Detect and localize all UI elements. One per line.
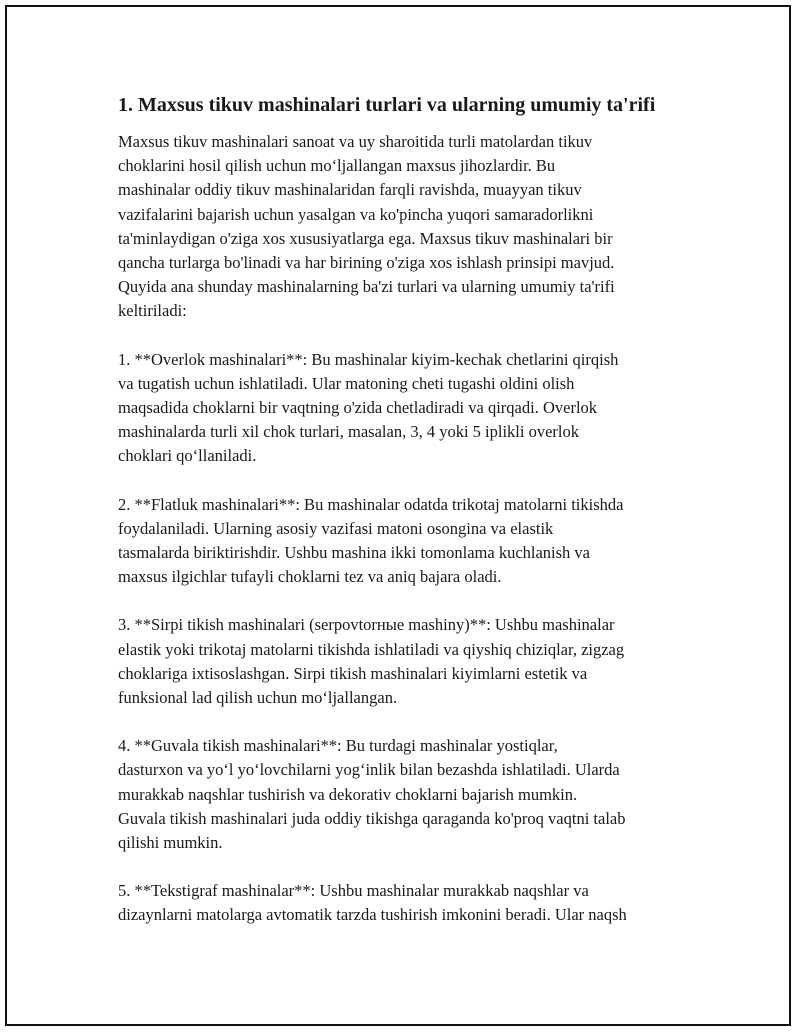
paragraph-sirpi: [118, 613, 698, 710]
text-line: choklariga ixtisoslashgan. Sirpi tikish mashinalari kiyimlarni estetik va: [118, 663, 588, 683]
text-line: murakkab naqshlar tushirish va dekorativ choklarni bajarish mumkin.: [118, 784, 578, 804]
text-line: Maxsus tikuv mashinalari sanoat va uy sharoitida turli matolardan tikuv: [118, 132, 593, 151]
text-line: qilishi mumkin.: [118, 833, 223, 853]
section-heading: 1. Maxsus tikuv mashinalari turlari va ularning umumiy ta'rifi: [118, 94, 656, 116]
text-line: 5. **Tekstigraf mashinalar**: Ushbu mashinalar murakkab naqshlar va: [118, 881, 589, 901]
text-line: 4. **Guvala tikish mashinalari**: Bu turdagi mashinalar yostiqlar,: [118, 736, 558, 756]
text-line: 1. **Overlok mashinalari**: Bu mashinalar kiyim-kechak chetlarini qirqish: [118, 349, 619, 369]
text-line: dizaynlarni matolarga avtomatik tarzda tushirish imkonini beradi. Ular naqsh: [118, 905, 627, 925]
paragraph-flatluk: [118, 493, 698, 590]
text-line: 3. **Sirpi tikish mashinalari (serpovtorные mashiny)**: Ushbu mashinalar: [118, 615, 615, 635]
text-line: funksional lad qilish uchun moʻljallangan.: [118, 688, 398, 708]
paragraph-tekstigraf: [118, 879, 698, 927]
paragraph-guvala: [118, 734, 698, 855]
text-line: Quyida ana shunday mashinalarning ba'zi turlari va ularning umumiy ta'rifi: [118, 277, 615, 297]
text-line: maqsadida choklarni bir vaqtning o'zida chetladiradi va qirqadi. Overlok: [118, 398, 598, 418]
text-line: foydalaniladi. Ularning asosiy vazifasi matoni osongina va elastik: [118, 518, 554, 538]
text-line: elastik yoki trikotaj matolarni tikishda ishlatiladi va qiyshiq chiziqlar, zigzag: [118, 639, 625, 659]
text-line: mashinalar oddiy tikuv mashinalaridan farqli ravishda, muayyan tikuv: [118, 180, 582, 200]
paragraph-intro: [118, 130, 698, 324]
paragraph-overlok: [118, 348, 698, 469]
text-line: maxsus ilgichlar tufayli choklarni tez va aniq bajara oladi.: [118, 567, 502, 587]
text-line: dasturxon va yoʻl yoʻlovchilarni yogʻinlik bilan bezashda ishlatiladi. Ularda: [118, 760, 620, 780]
text-line: vazifalarini bajarish uchun yasalgan va ko'pincha yuqori samaradorlikni: [118, 204, 594, 224]
text-line: choklarini hosil qilish uchun moʻljallangan maxsus jihozlardir. Bu: [118, 156, 556, 176]
text-line: qancha turlarga bo'linadi va har birining o'ziga xos ishlash prinsipi mavjud.: [118, 253, 615, 273]
document-body: [118, 92, 698, 952]
text-line: Guvala tikish mashinalari juda oddiy tikishga qaraganda ko'proq vaqtni talab: [118, 808, 626, 828]
text-line: tasmalarda biriktirishdir. Ushbu mashina ikki tomonlama kuchlanish va: [118, 543, 590, 563]
text-line: va tugatish uchun ishlatiladi. Ular matoning cheti tugashi oldini olish: [118, 373, 575, 393]
text-line: ta'minlaydigan o'ziga xos xususiyatlarga ega. Maxsus tikuv mashinalari bir: [118, 228, 613, 248]
text-line: 2. **Flatluk mashinalari**: Bu mashinalar odatda trikotaj matolarni tikishda: [118, 494, 624, 514]
text-line: keltiriladi:: [118, 301, 187, 321]
text-line: mashinalarda turli xil chok turlari, masalan, 3, 4 yoki 5 iplikli overlok: [118, 422, 579, 442]
text-line: choklari qoʻllaniladi.: [118, 446, 257, 466]
